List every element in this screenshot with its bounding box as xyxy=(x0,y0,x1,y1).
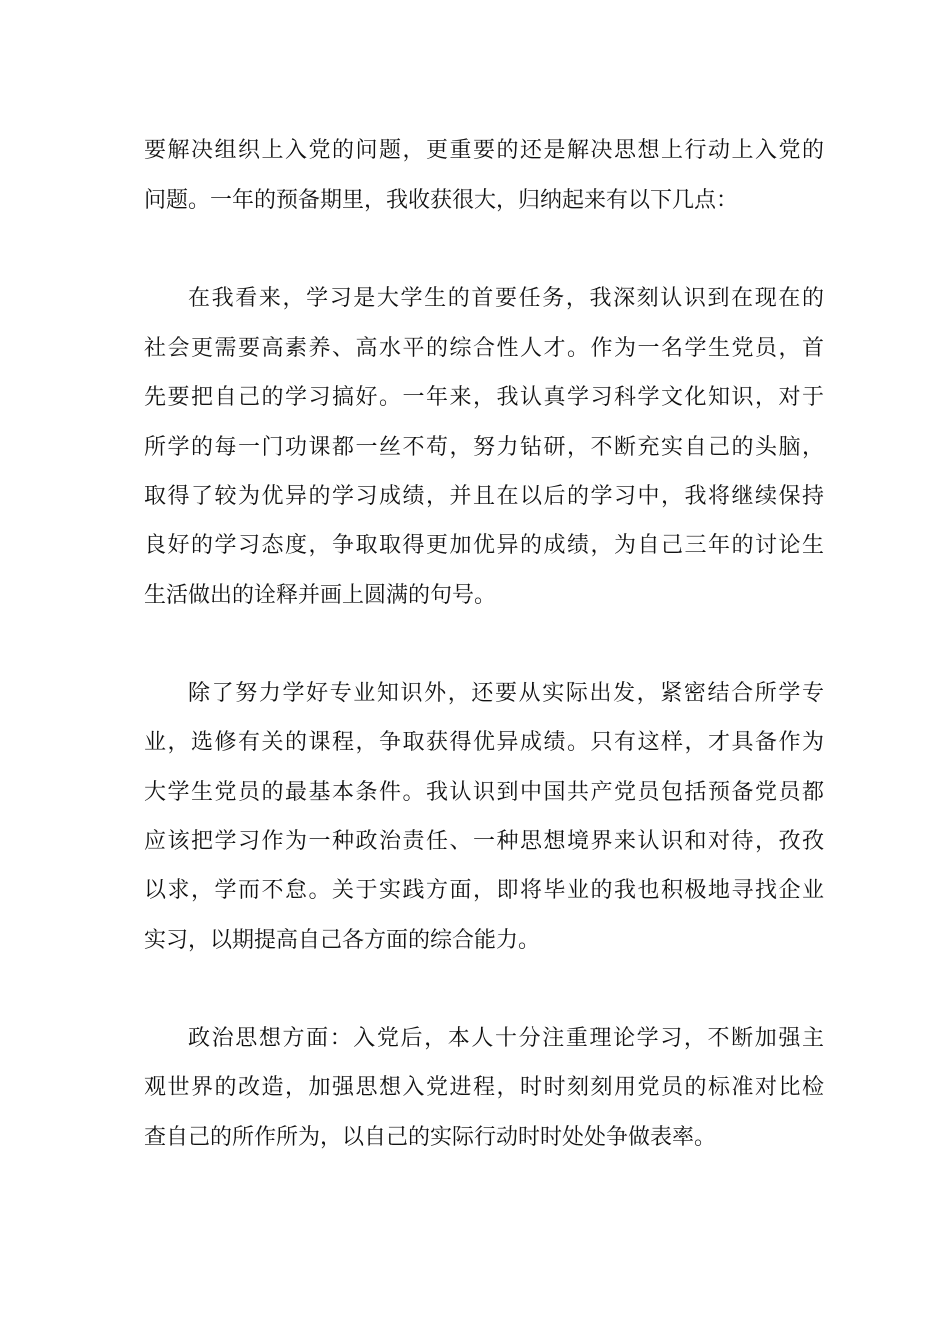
paragraph-3-line-5: 以求，学而不怠。关于实践方面，即将毕业的我也积极地寻找企业 xyxy=(144,878,824,903)
paragraph-3-line-1: 除了努力学好专业知识外，还要从实际出发，紧密结合所学专 xyxy=(188,681,824,706)
paragraph-1-line-1: 要解决组织上入党的问题，更重要的还是解决思想上行动上入党的 xyxy=(144,138,824,163)
paragraph-3-line-3: 大学生党员的最基本条件。我认识到中国共产党员包括预备党员都 xyxy=(144,780,824,805)
paragraph-2-line-5: 取得了较为优异的学习成绩，并且在以后的学习中，我将继续保持 xyxy=(144,484,824,509)
paragraph-4-line-2: 观世界的改造，加强思想入党进程，时时刻刻用党员的标准对比检 xyxy=(144,1075,824,1100)
paragraph-4-line-3: 查自己的所作所为，以自己的实际行动时时处处争做表率。 xyxy=(144,1125,717,1150)
paragraph-1-line-2: 问题。一年的预备期里，我收获很大，归纳起来有以下几点： xyxy=(144,188,739,213)
paragraph-4-line-1: 政治思想方面：入党后，本人十分注重理论学习，不断加强主 xyxy=(188,1026,824,1051)
paragraph-2-line-3: 先要把自己的学习搞好。一年来，我认真学习科学文化知识，对于 xyxy=(144,385,824,410)
paragraph-2-line-2: 社会更需要高素养、高水平的综合性人才。作为一名学生党员，首 xyxy=(144,336,824,361)
paragraph-3-line-6: 实习，以期提高自己各方面的综合能力。 xyxy=(144,928,541,953)
paragraph-2-line-7: 生活做出的诠释并画上圆满的句号。 xyxy=(144,583,497,608)
paragraph-3-line-2: 业，选修有关的课程，争取获得优异成绩。只有这样，才具备作为 xyxy=(144,730,824,755)
paragraph-2-line-4: 所学的每一门功课都一丝不苟，努力钻研，不断充实自己的头脑， xyxy=(144,435,824,460)
paragraph-3-line-4: 应该把学习作为一种政治责任、一种思想境界来认识和对待，孜孜 xyxy=(144,829,824,854)
paragraph-2-line-6: 良好的学习态度，争取取得更加优异的成绩，为自己三年的讨论生 xyxy=(144,533,824,558)
paragraph-2-line-1: 在我看来，学习是大学生的首要任务，我深刻认识到在现在的 xyxy=(188,286,824,311)
